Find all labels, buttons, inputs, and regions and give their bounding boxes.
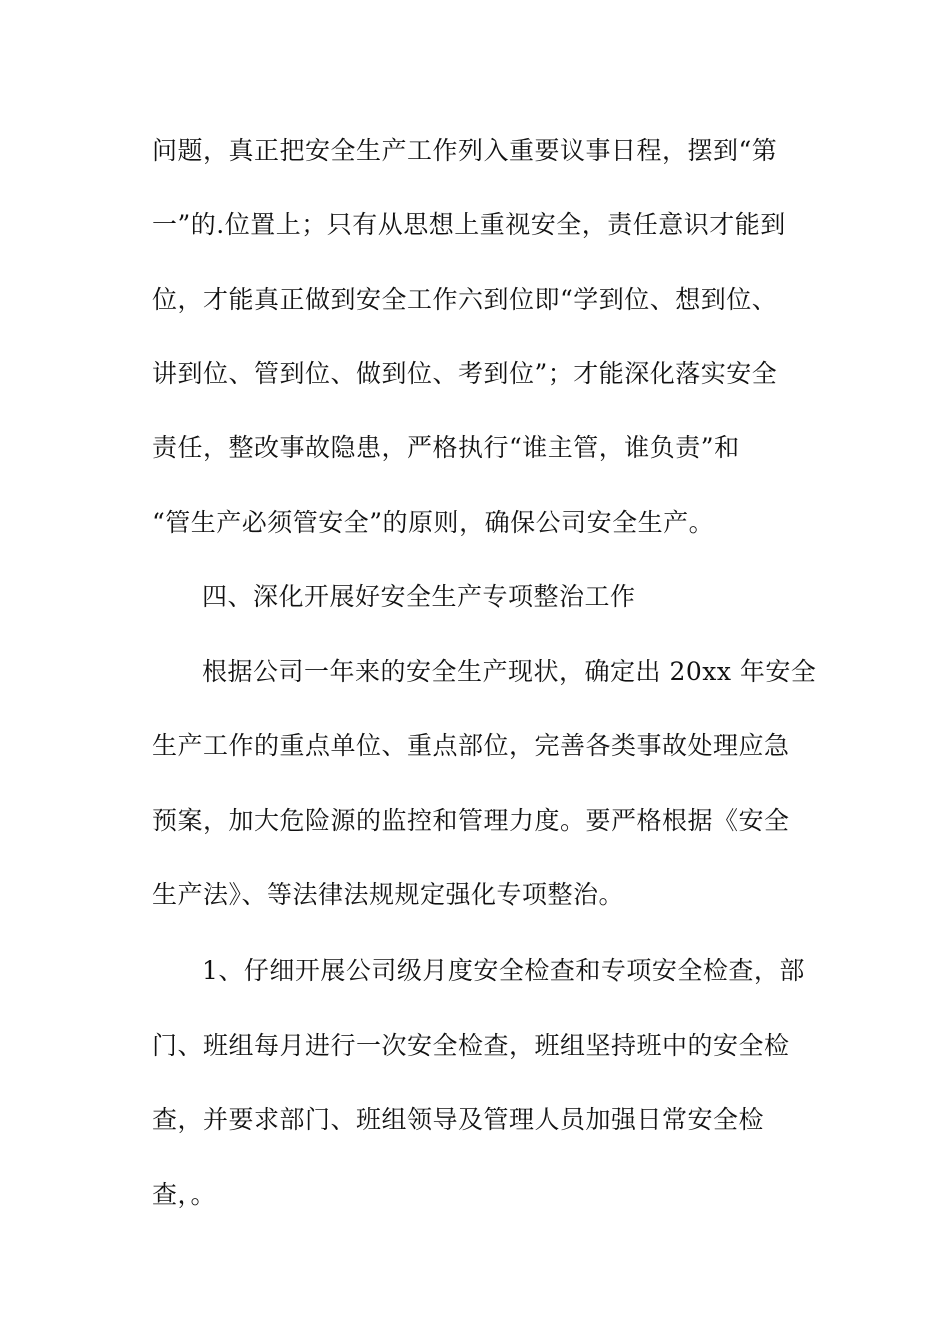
paragraph-line: 生产工作的重点单位、重点部位，完善各类事故处理应急: [152, 731, 790, 760]
paragraph-line: 查，。: [152, 1180, 217, 1209]
paragraph-line: 查，并要求部门、班组领导及管理人员加强日常安全检: [152, 1105, 765, 1134]
paragraph-line: 1、仔细开展公司级月度安全检查和专项安全检查，部: [202, 956, 805, 985]
paragraph-line: 问题，真正把安全生产工作列入重要议事日程，摆到“第: [152, 136, 778, 165]
section-heading: 四、深化开展好安全生产专项整治工作: [202, 582, 636, 611]
paragraph-line: 位，才能真正做到安全工作六到位即“学到位、想到位、: [152, 285, 778, 314]
paragraph-line: 生产法》、等法律法规规定强化专项整治。: [152, 880, 625, 909]
paragraph-line: 责任，整改事故隐患，严格执行“谁主管，谁负责”和: [152, 433, 740, 462]
paragraph-line: 一”的.位置上；只有从思想上重视安全，责任意识才能到: [152, 210, 786, 239]
paragraph-line: “管生产必须管安全”的原则，确保公司安全生产。: [152, 508, 715, 537]
paragraph-line: 讲到位、管到位、做到位、考到位”；才能深化落实安全: [152, 359, 778, 388]
paragraph-line: 预案，加大危险源的监控和管理力度。要严格根据《安全: [152, 806, 790, 835]
paragraph-line: 根据公司一年来的安全生产现状，确定出 20xx 年安全: [202, 657, 817, 686]
paragraph-line: 门、班组每月进行一次安全检查，班组坚持班中的安全检: [152, 1031, 790, 1060]
